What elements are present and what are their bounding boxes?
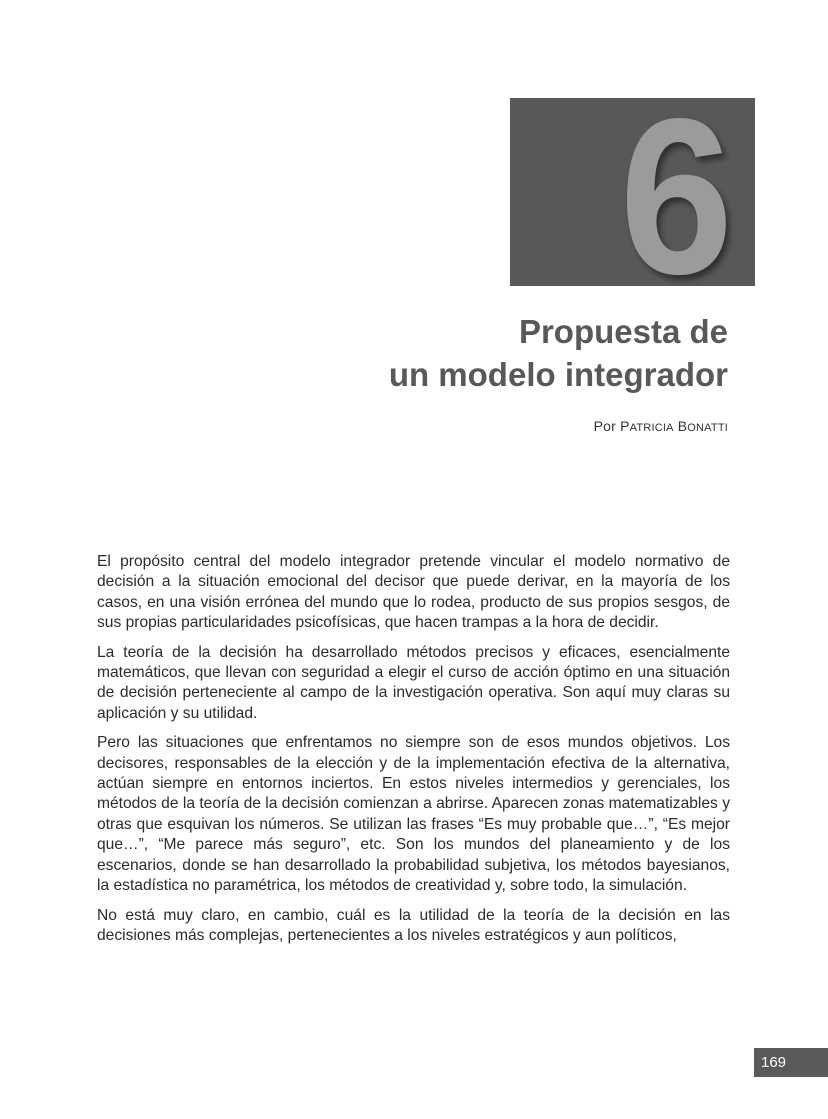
author-last-initial: B (677, 418, 688, 434)
author-byline (594, 418, 728, 434)
author-last-rest: ONATTI (687, 422, 728, 434)
paragraph: La teoría de la decisión ha desarrollado métodos precisos y eficaces, esencialmente matemáticos, que llevan con seguridad a elegir el curso de acción óptimo en una situación de decisión perteneciente al campo de la investigación operativa. Son aquí muy claras su aplicación y su utilidad. (97, 643, 730, 722)
author-first-rest: ATRICIA (629, 422, 674, 434)
paragraph: Pero las situaciones que enfrentamos no siempre son de esos mundos objetivos. Los decisores, responsables de la elección y de la implementación efectiva de la alternativa, actúan siempre en entornos inciertos. En estos niveles intermedios y gerenciales, los métodos de la teoría de la decisión comienzan a abrirse. Aparecen zonas matematizables y otras que esquivan los números. Se utilizan las frases “Es muy probable que…”, “Es mejor que…”, “Me parece más seguro”, etc. Son los mundos del planeamiento y de los escenarios, donde se han desarrollado la probabilidad subjetiva, los métodos bayesianos, la estadística no paramétrica, los métodos de creatividad y, sobre todo, la simulación. (97, 734, 730, 895)
chapter-title-line-2: un modelo integrador (388, 356, 728, 393)
chapter-title (389, 310, 728, 396)
body-text (97, 552, 730, 955)
author-first-name (620, 418, 674, 434)
chapter-number-box (510, 98, 755, 286)
author-prefix: Por (593, 418, 617, 434)
paragraph: El propósito central del modelo integrador pretende vincular el modelo normativo de decisión a la situación emocional del decisor que puede derivar, en la mayoría de los casos, en una visión errónea del mundo que lo rodea, producto de sus propios sesgos, de sus propias particularidades psicofísicas, que hacen trampas a la hora de decidir. (97, 553, 730, 632)
chapter-title-line-1: Propuesta de (518, 313, 728, 350)
page-number: 169 (754, 1048, 828, 1077)
author-first-initial: P (620, 418, 630, 434)
chapter-number: 6 (619, 98, 729, 286)
paragraph: No está muy claro, en cambio, cuál es la utilidad de la teoría de la decisión en las decisiones más complejas, pertenecientes a los niveles estratégicos y aun políticos, (97, 906, 730, 944)
author-last-name (678, 418, 728, 434)
